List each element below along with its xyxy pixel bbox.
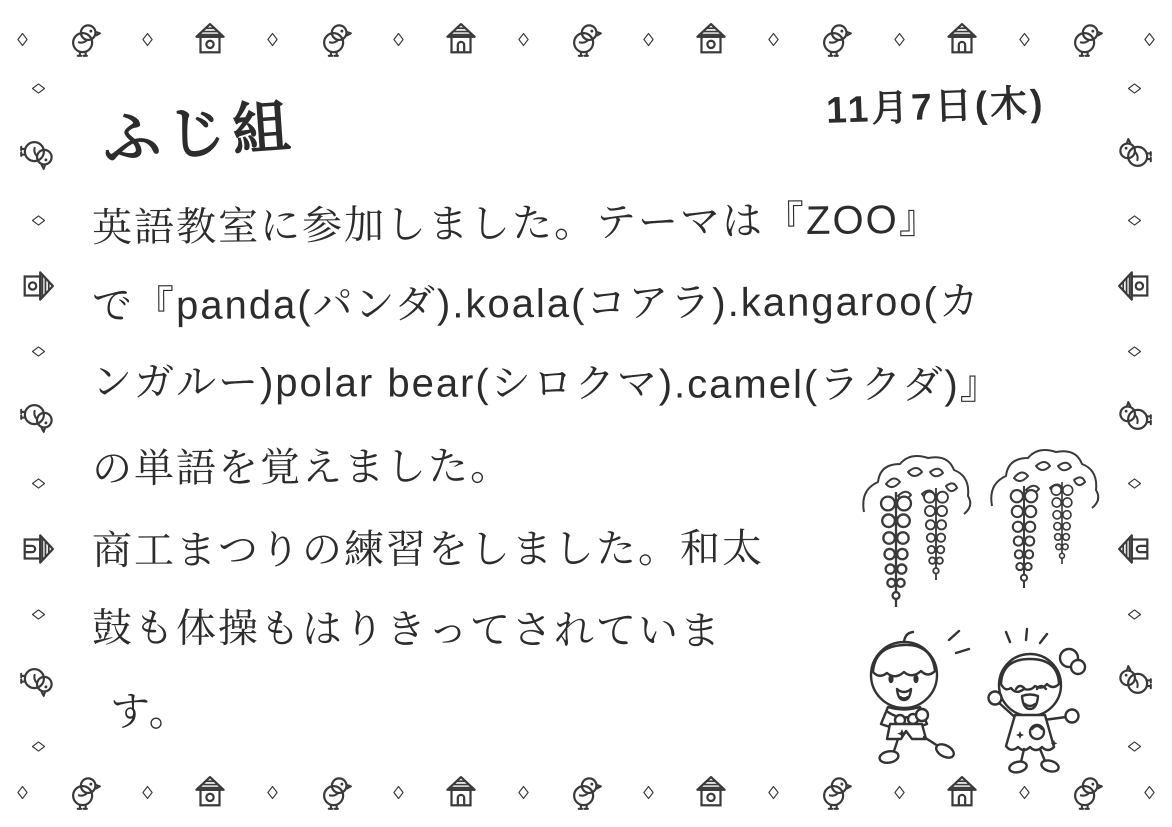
diamond-icon: [515, 31, 532, 48]
diamond-icon: [1141, 31, 1158, 48]
diamond-icon: [139, 784, 156, 801]
date-text: 11月7日(木): [825, 82, 1047, 131]
diamond-icon: [1016, 31, 1033, 48]
house-icon: [943, 20, 981, 58]
bird-icon: [19, 398, 57, 436]
border-right: [1108, 80, 1160, 755]
bird-icon: [66, 773, 104, 811]
border-left: [12, 80, 64, 755]
diary-line: ンガルー)polar bear(シロクマ).camel(ラクダ)』: [91, 360, 1002, 408]
diamond-icon: [1126, 212, 1143, 229]
diamond-icon: [1126, 343, 1143, 360]
diamond-icon: [30, 475, 47, 492]
diamond-icon: [640, 784, 657, 801]
bird-icon: [1115, 135, 1153, 173]
diamond-icon: [264, 31, 281, 48]
bird-icon: [19, 135, 57, 173]
diamond-icon: [14, 784, 31, 801]
diamond-icon: [390, 784, 407, 801]
diamond-icon: [515, 784, 532, 801]
diary-line: の単語を覚えました。: [91, 444, 513, 492]
bird-icon: [567, 20, 605, 58]
birdhouse-icon: [692, 773, 730, 811]
diamond-icon: [765, 784, 782, 801]
diamond-icon: [1126, 80, 1143, 97]
bird-icon: [817, 20, 855, 58]
boy-cheering-icon: [871, 631, 969, 764]
diamond-icon: [264, 784, 281, 801]
birdhouse-icon: [1115, 267, 1153, 305]
diamond-icon: [139, 31, 156, 48]
diamond-icon: [1126, 738, 1143, 755]
girl-cheering-icon: [989, 629, 1086, 774]
birdhouse-icon: [191, 773, 229, 811]
house-icon: [943, 773, 981, 811]
birdhouse-icon: [19, 267, 57, 305]
class-name-title: ふじ組: [100, 94, 300, 173]
house-icon: [442, 20, 480, 58]
diary-line: で『panda(パンダ).koala(コアラ).kangaroo(カ: [91, 279, 982, 329]
diamond-icon: [30, 606, 47, 623]
border-top: [14, 16, 1158, 62]
diamond-icon: [1141, 784, 1158, 801]
bird-icon: [1115, 398, 1153, 436]
diamond-icon: [14, 31, 31, 48]
bird-icon: [1068, 773, 1106, 811]
house-icon: [442, 773, 480, 811]
bird-icon: [19, 662, 57, 700]
birdhouse-icon: [692, 20, 730, 58]
diamond-icon: [30, 343, 47, 360]
wisteria-flowers-icon: [863, 450, 1098, 607]
diamond-icon: [390, 31, 407, 48]
diamond-icon: [1016, 784, 1033, 801]
diamond-icon: [640, 31, 657, 48]
house-icon: [19, 530, 57, 568]
diamond-icon: [30, 738, 47, 755]
diamond-icon: [30, 212, 47, 229]
diamond-icon: [891, 31, 908, 48]
house-icon: [1115, 530, 1153, 568]
bird-icon: [1068, 20, 1106, 58]
diamond-icon: [1126, 475, 1143, 492]
bird-icon: [1115, 662, 1153, 700]
illustration: [848, 444, 1114, 776]
diary-line: す。: [110, 690, 191, 734]
diary-line: 英語教室に参加しました。テーマは『ZOO』: [91, 197, 941, 251]
bird-icon: [66, 20, 104, 58]
bird-icon: [317, 773, 355, 811]
diamond-icon: [1126, 606, 1143, 623]
bird-icon: [817, 773, 855, 811]
bird-icon: [567, 773, 605, 811]
diamond-icon: [30, 80, 47, 97]
diary-line: 商工まつりの練習をしました。和太: [91, 526, 765, 574]
bird-icon: [317, 20, 355, 58]
diamond-icon: [891, 784, 908, 801]
birdhouse-icon: [191, 20, 229, 58]
diary-line: 鼓も体操もはりきってされていま: [91, 606, 723, 654]
diamond-icon: [765, 31, 782, 48]
